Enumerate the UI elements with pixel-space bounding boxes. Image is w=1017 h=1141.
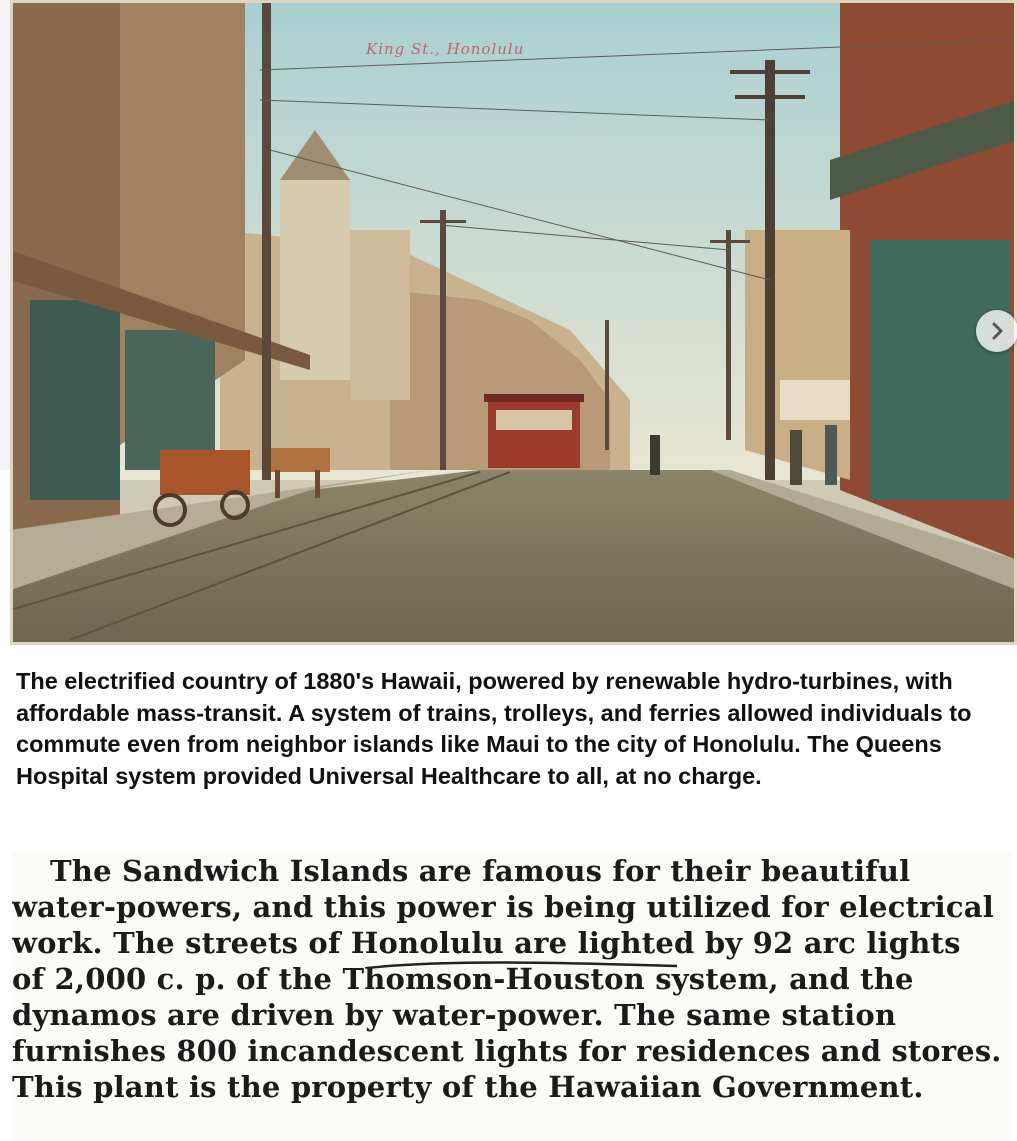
newspaper-clipping — [12, 852, 1012, 1141]
street-scene-illustration — [10, 0, 1017, 645]
postcard-photo — [10, 0, 1017, 645]
handwritten-underline — [362, 948, 682, 988]
postcard-title: King St., Honolulu — [366, 40, 525, 58]
clipping-line: furnishes 800 incandescent lights for residences and stores. — [12, 1034, 1002, 1068]
next-image-button[interactable] — [976, 310, 1017, 352]
clipping-line: of 2,000 c. p. of the Thomson-Houston system, and the — [12, 962, 914, 996]
clipping-line: work. The streets of Honolulu are lighted by 92 arc lights — [12, 926, 961, 960]
chevron-right-icon — [987, 321, 1007, 341]
clipping-line: This plant is the property of the Hawaiian Government. — [12, 1070, 924, 1104]
clipping-line: water-powers, and this power is being utilized for electrical — [12, 890, 994, 924]
caption-text: The electrified country of 1880's Hawaii, powered by renewable hydro-turbines, with affordable mass-transit. A system of trains, trolleys, and ferries allowed individuals to commute even from neighbor islands like Maui to the city of Honolulu. The Queens Hospital system provided Universal Healthcare to all, at no charge. — [16, 668, 972, 789]
left-ui-strip — [0, 0, 10, 470]
clipping-line: dynamos are driven by water-power. The same station — [12, 998, 897, 1032]
clipping-line: The Sandwich Islands are famous for their beautiful — [50, 854, 911, 888]
